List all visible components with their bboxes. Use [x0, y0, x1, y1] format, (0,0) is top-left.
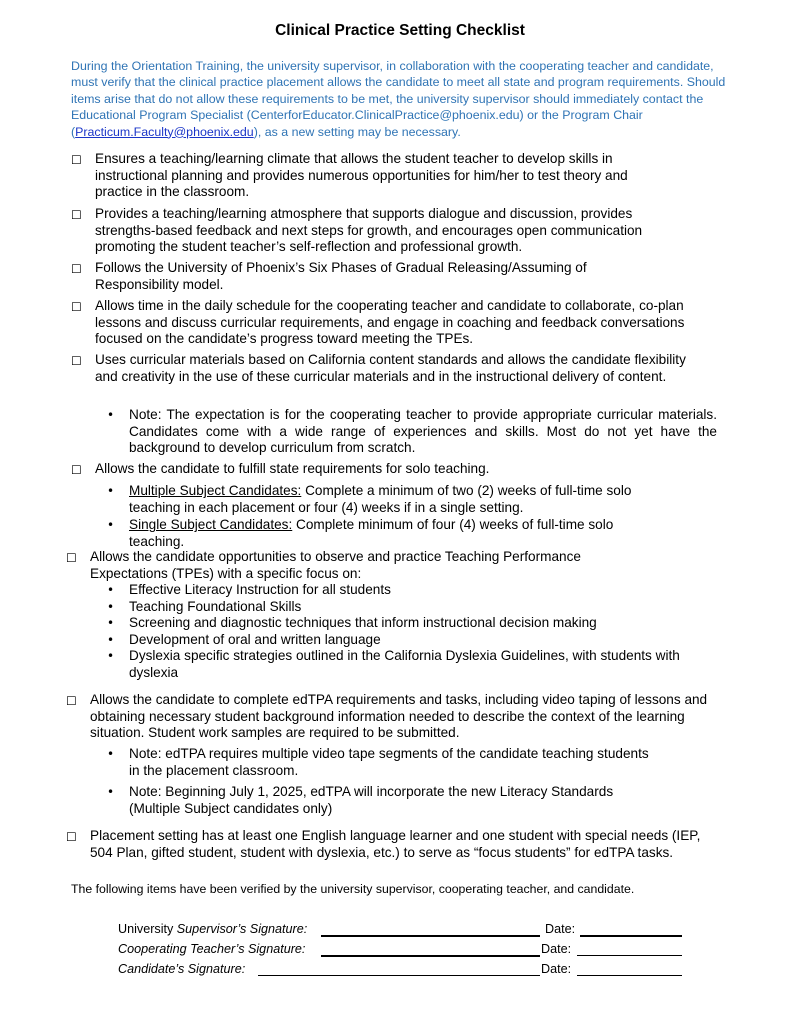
list-item-text: Teaching Foundational Skills: [129, 598, 302, 614]
candidate-signature-line[interactable]: [258, 975, 540, 976]
edtpa-note-list: [107, 746, 659, 817]
list-item-text: Effective Literacy Instruction for all students: [129, 582, 391, 597]
supervisor-signature-row: [0, 922, 800, 940]
list-item: [107, 582, 699, 599]
bullet-glyph: •: [107, 649, 115, 664]
list-item: [107, 615, 699, 632]
list-item: [107, 631, 699, 649]
bullet-glyph: •: [107, 408, 115, 422]
list-item-text: Development of oral and written language: [129, 631, 381, 647]
bullet-glyph: •: [107, 747, 115, 761]
checklist-item-text: Allows the candidate opportunities to observe and practice Teaching Performance Expectations (TPEs) with a specific focus on:: [90, 549, 581, 581]
bullet-glyph: •: [107, 484, 115, 498]
cooperating-date-label: Date:: [541, 942, 572, 956]
page-title: Clinical Practice Setting Checklist: [275, 22, 525, 39]
checkbox[interactable]: ☐: [71, 354, 82, 368]
list-item: [107, 598, 699, 616]
list-item: [107, 407, 717, 457]
note-text: Note: The expectation is for the cooperating teacher to provide appropriate curricular materials. Candidates come with a wide range of experiences and skills. Most do not yet have the background to develop curriculum from scratch.: [129, 407, 717, 456]
verification-statement: The following items have been verified by the university supervisor, cooperating teacher, and candidate.: [71, 882, 635, 896]
checkbox[interactable]: ☐: [71, 463, 82, 477]
cooperating-signature-label: Cooperating Teacher’s Signature:: [118, 942, 306, 956]
list-item: [107, 648, 699, 681]
intro-text-before: During the Orientation Training, the university supervisor, in collaboration with the cooperating teacher and candidate, must verify that the clinical practice placement allows the candidate to meet all state and program requirements. Should items arise that do not allow these requirements to be met, the university supervisor should immediately contact the Educational Program Specialist (CenterforEducator.ClinicalPractice@phoenix.edu) or the Program Chair (: [71, 59, 726, 139]
list-item: [107, 746, 659, 779]
bullet-glyph: •: [107, 632, 115, 647]
bullet-glyph: •: [107, 785, 115, 800]
intro-text-after: ), as a new setting may be necessary.: [253, 124, 461, 139]
checklist-item-text: Ensures a teaching/learning climate that allows the student teacher to develop skills in instructional planning and provides numerous opportunities for him/her to test theory and practice in the classroom.: [95, 151, 628, 200]
supervisor-signature-line[interactable]: [321, 935, 540, 937]
list-item-text: Screening and diagnostic techniques that inform instructional decision making: [129, 615, 597, 631]
supervisor-date-label: Date:: [545, 922, 576, 936]
list-item: [107, 517, 669, 550]
bullet-glyph: •: [107, 583, 115, 597]
intro-paragraph: [71, 58, 731, 140]
bullet-glyph: •: [107, 599, 115, 614]
checkbox[interactable]: ☐: [66, 551, 77, 565]
bullet-glyph: •: [107, 616, 115, 631]
sub-text: Complete minimum of four (4) weeks of full-time solo teaching.: [129, 517, 614, 549]
program-chair-email-link[interactable]: Practicum.Faculty@phoenix.edu: [75, 124, 254, 139]
sub-label: Single Subject Candidates:: [129, 517, 293, 533]
item-5-note-list: [107, 407, 717, 457]
checklist-item-text: Allows time in the daily schedule for the cooperating teacher and candidate to collaborate, co-plan lessons and discuss curricular requirements, and engage in coaching and feedback conversations focused on the candidate’s progress toward meeting the TPEs.: [95, 298, 685, 347]
checkbox[interactable]: ☐: [66, 694, 77, 708]
supervisor-date-line[interactable]: [580, 935, 682, 937]
list-item: [107, 483, 669, 516]
sub-label: Multiple Subject Candidates:: [129, 483, 302, 498]
list-item-text: Dyslexia specific strategies outlined in the California Dyslexia Guidelines, with students with dyslexia: [129, 648, 680, 680]
checklist-item-text: Allows the candidate to complete edTPA requirements and tasks, including video taping of lessons and obtaining necessary student background information needed to describe the context of the learning situation. Student work samples are required to be submitted.: [90, 692, 708, 741]
checklist-item-text: Follows the University of Phoenix’s Six Phases of Gradual Releasing/Assuming of Responsibility model.: [95, 260, 587, 292]
checkbox[interactable]: ☐: [71, 153, 82, 167]
cooperating-signature-line[interactable]: [321, 955, 540, 957]
sub-text: Complete a minimum of two (2) weeks of full-time solo teaching in each placement or four (4) weeks if in a single setting.: [129, 483, 632, 515]
cooperating-date-line[interactable]: [577, 955, 682, 956]
note-text: Note: edTPA requires multiple video tape segments of the candidate teaching students in the placement classroom.: [129, 746, 649, 778]
candidate-date-line[interactable]: [577, 975, 682, 976]
checklist-item-text: Allows the candidate to fulfill state requirements for solo teaching.: [95, 461, 490, 476]
cooperating-signature-row: [0, 942, 800, 960]
checkbox[interactable]: ☐: [71, 262, 82, 276]
candidate-signature-row: [0, 962, 800, 980]
candidate-signature-label: Candidate’s Signature:: [118, 962, 246, 976]
supervisor-signature-label: University Supervisor’s Signature:: [118, 922, 308, 936]
checklist-item-text: Provides a teaching/learning atmosphere that supports dialogue and discussion, provides strengths-based feedback and next steps for growth, and encourages open communication promoting the student teacher’s self-reflection and professional growth.: [95, 206, 643, 255]
checklist-item-text: Uses curricular materials based on California content standards and allows the candidate flexibility and creativity in the use of these curricular materials and in the instructional delivery of content.: [95, 352, 686, 384]
checkbox[interactable]: ☐: [71, 300, 82, 314]
checkbox[interactable]: ☐: [66, 830, 77, 844]
bullet-glyph: •: [107, 518, 115, 533]
item-6-sub-list: [107, 483, 669, 550]
candidate-date-label: Date:: [541, 962, 572, 976]
list-item: [107, 784, 659, 817]
note-text: Note: Beginning July 1, 2025, edTPA will incorporate the new Literacy Standards (Multiple Subject candidates only): [129, 784, 614, 816]
checkbox[interactable]: ☐: [71, 208, 82, 222]
tpe-focus-list: [107, 582, 699, 682]
checklist-item-text: Placement setting has at least one English language learner and one student with special needs (IEP, 504 Plan, gifted student, student with dyslexia, etc.) to serve as “focus students” for edTPA tasks.: [90, 828, 701, 860]
